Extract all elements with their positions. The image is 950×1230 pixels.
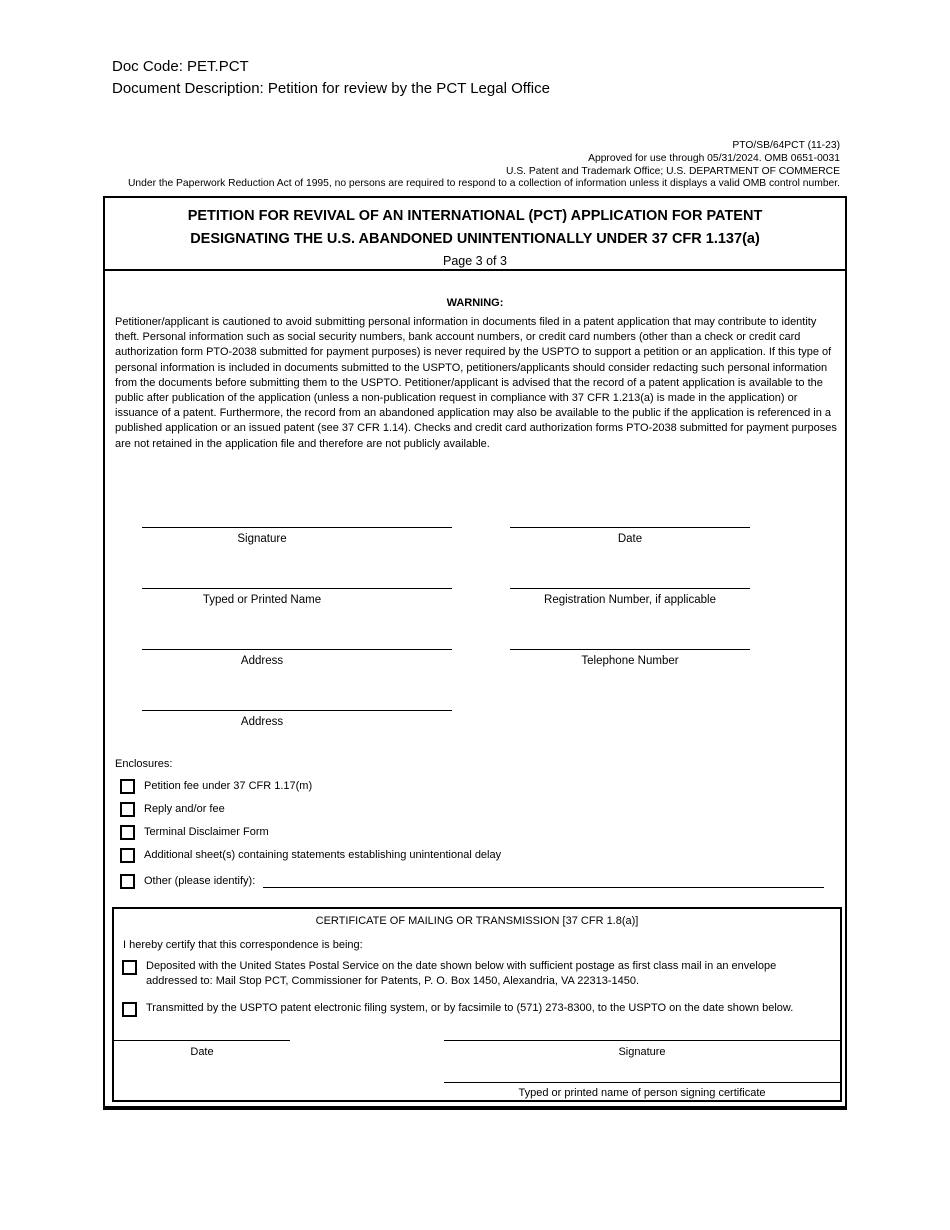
other-identify-input-line[interactable]	[263, 875, 824, 888]
checkbox-terminal-disclaimer[interactable]	[120, 825, 135, 840]
checkbox-additional-sheets[interactable]	[120, 848, 135, 863]
typed-name-label: Typed or Printed Name	[202, 594, 322, 606]
certificate-option-label: Deposited with the United States Postal Service on the date shown below with sufficient postage as first class mail in an envelope addressed to: Mail Stop PCT, Commissioner for Patents, P. O. Box 1450, Alexandria, VA 22313-1450.	[146, 960, 777, 987]
doc-code-header	[112, 56, 550, 100]
enclosures-heading: Enclosures:	[115, 758, 173, 770]
certificate-of-mailing-box	[112, 907, 842, 1102]
telephone-number-label: Telephone Number	[581, 655, 679, 667]
date-label: Date	[617, 533, 643, 545]
enclosure-label: Reply and/or fee	[144, 803, 225, 815]
enclosure-label: Other (please identify):	[144, 875, 256, 887]
certificate-option-transmitted	[122, 1001, 841, 1017]
certificate-signature-line[interactable]	[444, 1040, 840, 1041]
certificate-date-line[interactable]	[114, 1040, 290, 1041]
date-line[interactable]	[510, 527, 750, 528]
enclosure-label: Additional sheet(s) containing statements establishing unintentional delay	[144, 849, 502, 861]
enclosure-label: Terminal Disclaimer Form	[144, 826, 269, 838]
certificate-option-label: Transmitted by the USPTO patent electronic filing system, or by facsimile to (571) 273-8300, to the USPTO on the date shown below.	[146, 1002, 794, 1014]
form-meta-block	[128, 140, 840, 191]
certificate-intro: I hereby certify that this correspondence is being:	[123, 939, 363, 951]
page-indicator: Page 3 of 3	[443, 254, 507, 268]
certificate-date-label: Date	[190, 1046, 214, 1058]
certificate-typed-name-line[interactable]	[444, 1082, 840, 1083]
enclosure-row-terminal-disclaimer	[120, 825, 269, 840]
address-line-1[interactable]	[142, 649, 452, 650]
certificate-typed-name-label: Typed or printed name of person signing certificate	[518, 1087, 766, 1099]
certificate-signature-label: Signature	[618, 1046, 666, 1058]
checkbox-reply-fee[interactable]	[120, 802, 135, 817]
typed-name-line[interactable]	[142, 588, 452, 589]
doc-description: Document Description: Petition for review by the PCT Legal Office	[112, 80, 550, 97]
enclosure-label: Petition fee under 37 CFR 1.17(m)	[144, 780, 313, 792]
signature-label: Signature	[237, 533, 287, 545]
address-label-1: Address	[240, 655, 284, 667]
checkbox-petition-fee[interactable]	[120, 779, 135, 794]
agency-name: U.S. Patent and Trademark Office; U.S. DEPARTMENT OF COMMERCE	[506, 165, 840, 177]
registration-number-line[interactable]	[510, 588, 750, 589]
certificate-option-deposited	[122, 959, 829, 989]
form-title-line1: PETITION FOR REVIVAL OF AN INTERNATIONAL (PCT) APPLICATION FOR PATENT	[187, 208, 763, 224]
enclosure-row-additional-sheets	[120, 848, 501, 863]
enclosure-row-petition-fee	[120, 779, 312, 794]
address-line-2[interactable]	[142, 710, 452, 711]
warning-paragraph: Petitioner/applicant is cautioned to avoid submitting personal information in documents filed in a patent application that may contribute to identity theft. Personal information such as social security numbers, bank account numbers, or credit card numbers (other than a check or credit card authorization form PTO-2038 submitted for payment purposes) is never required by the USPTO to support a petition or an application. If this type of personal information is included in documents submitted to the USPTO, petitioners/applicants should consider redacting such personal information from the documents before submitting them to the USPTO. Petitioner/applicant is advised that the record of a patent application is available to the public after publication of the application (unless a non-publication request in compliance with 37 CFR 1.213(a) is made in the application) or issuance of a patent. Furthermore, the record from an abandoned application may also be available to the public if the application is referenced in a published application or an issued patent (see 37 CFR 1.14). Checks and credit card authorization forms PTO-2038 submitted for payment purposes are not retained in the application file and therefore are not publicly available.	[115, 316, 837, 450]
registration-number-label: Registration Number, if applicable	[544, 594, 716, 606]
form-body-box	[103, 196, 847, 1110]
checkbox-other[interactable]	[120, 874, 135, 889]
telephone-number-line[interactable]	[510, 649, 750, 650]
warning-heading: WARNING:	[446, 297, 504, 309]
enclosure-row-reply-fee	[120, 802, 225, 817]
doc-code: Doc Code: PET.PCT	[112, 58, 249, 75]
paperwork-reduction-notice: Under the Paperwork Reduction Act of 1995, no persons are required to respond to a collection of information unless it displays a valid OMB control number.	[127, 178, 840, 190]
title-block	[105, 198, 845, 271]
enclosure-row-other	[120, 874, 824, 889]
signature-line[interactable]	[142, 527, 452, 528]
certificate-title: CERTIFICATE OF MAILING OR TRANSMISSION [37 CFR 1.8(a)]	[315, 915, 639, 927]
form-number: PTO/SB/64PCT (11-23)	[732, 140, 840, 151]
omb-approval: Approved for use through 05/31/2024. OMB 0651-0031	[588, 152, 840, 164]
address-label-2: Address	[240, 716, 284, 728]
checkbox-transmitted-efs[interactable]	[122, 1002, 137, 1017]
form-title-line2: DESIGNATING THE U.S. ABANDONED UNINTENTIONALLY UNDER 37 CFR 1.137(a)	[190, 231, 760, 247]
checkbox-deposited-usps[interactable]	[122, 960, 137, 975]
